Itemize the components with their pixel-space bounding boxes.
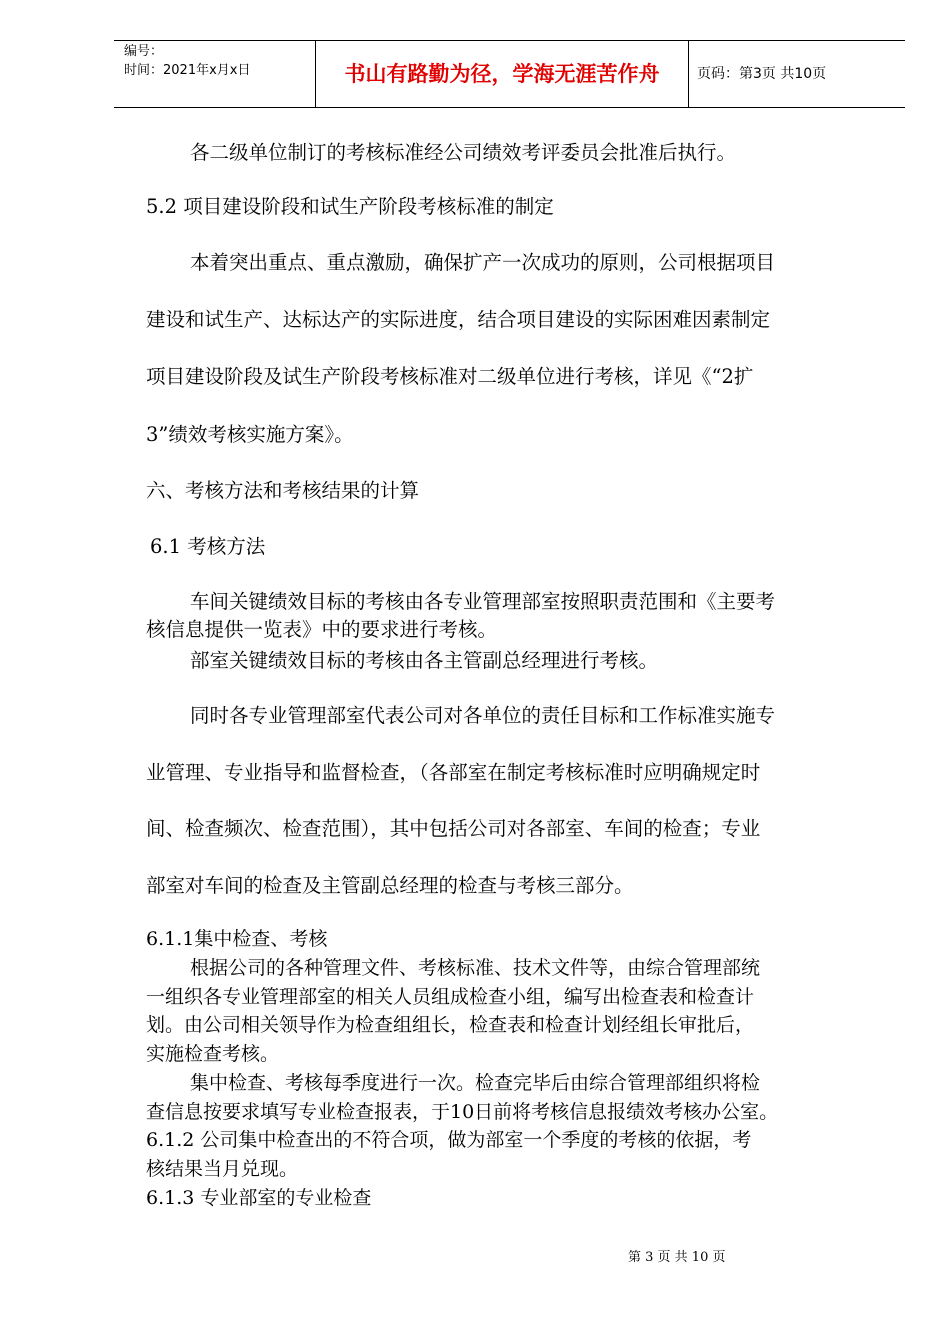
paragraph-line: 部室关键绩效目标的考核由各主管副总经理进行考核。 [190, 649, 659, 672]
page-footer: 第 3 页 共 10 页 [628, 1250, 726, 1265]
number-label: 编号： [124, 44, 164, 59]
paragraph-line: 核信息提供一览表》中的要求进行考核。 [146, 618, 498, 641]
time-label: 时间：2021年x月x日 [124, 63, 251, 78]
subsection-heading: 6.1.2 公司集中检查出的不符合项，做为部室一个季度的考核的依据，考 [146, 1129, 752, 1151]
paragraph-line: 一组织各专业管理部室的相关人员组成检查小组，编写出检查表和检查计 [146, 986, 755, 1008]
subsection-heading: 6.1.1集中检查、考核 [146, 928, 328, 950]
page-header [114, 40, 905, 108]
paragraph-line: 根据公司的各种管理文件、考核标准、技术文件等，由综合管理部统 [190, 957, 761, 979]
paragraph-line: 部室对车间的检查及主管副总经理的检查与考核三部分。 [146, 874, 634, 897]
paragraph-line: 3”绩效考核实施方案》。 [146, 423, 354, 446]
paragraph-line: 集中检查、考核每季度进行一次。检查完毕后由综合管理部组织将检 [190, 1072, 761, 1094]
section-heading: 六、考核方法和考核结果的计算 [146, 479, 420, 502]
paragraph-line: 查信息按要求填写专业检查报表，于10日前将考核信息报绩效考核办公室。 [146, 1101, 779, 1123]
paragraph-line: 业管理、专业指导和监督检查，（各部室在制定考核标准时应明确规定时 [146, 761, 761, 784]
section-heading: 5.2 项目建设阶段和试生产阶段考核标准的制定 [146, 195, 554, 218]
paragraph-line: 实施检查考核。 [146, 1043, 280, 1065]
paragraph-line: 建设和试生产、达标达产的实际进度，结合项目建设的实际困难因素制定 [146, 308, 771, 331]
paragraph-line: 本着突出重点、重点激励，确保扩产一次成功的原则，公司根据项目 [190, 251, 776, 274]
subsection-heading: 6.1 考核方法 [150, 535, 266, 558]
paragraph-line: 间、检查频次、检查范围），其中包括公司对各部室、车间的检查；专业 [146, 817, 761, 840]
paragraph-line: 车间关键绩效目标的考核由各专业管理部室按照职责范围和《主要考 [190, 590, 776, 613]
subsection-heading: 6.1.3 专业部室的专业检查 [146, 1187, 372, 1209]
paragraph-line: 划。由公司相关领导作为检查组组长，检查表和检查计划经组长审批后， [146, 1014, 755, 1036]
header-page-label: 页码：第3页 共10页 [697, 66, 827, 82]
paragraph-line: 核结果当月兑现。 [146, 1158, 299, 1180]
header-meta [114, 41, 316, 107]
paragraph-line: 各二级单位制订的考核标准经公司绩效考评委员会批准后执行。 [190, 141, 737, 164]
paragraph-line: 项目建设阶段及试生产阶段考核标准对二级单位进行考核，详见《“2扩 [146, 365, 754, 388]
header-motto: 书山有路勤为径，学海无涯苦作舟 [316, 41, 689, 107]
paragraph-line: 同时各专业管理部室代表公司对各单位的责任目标和工作标准实施专 [190, 704, 776, 727]
